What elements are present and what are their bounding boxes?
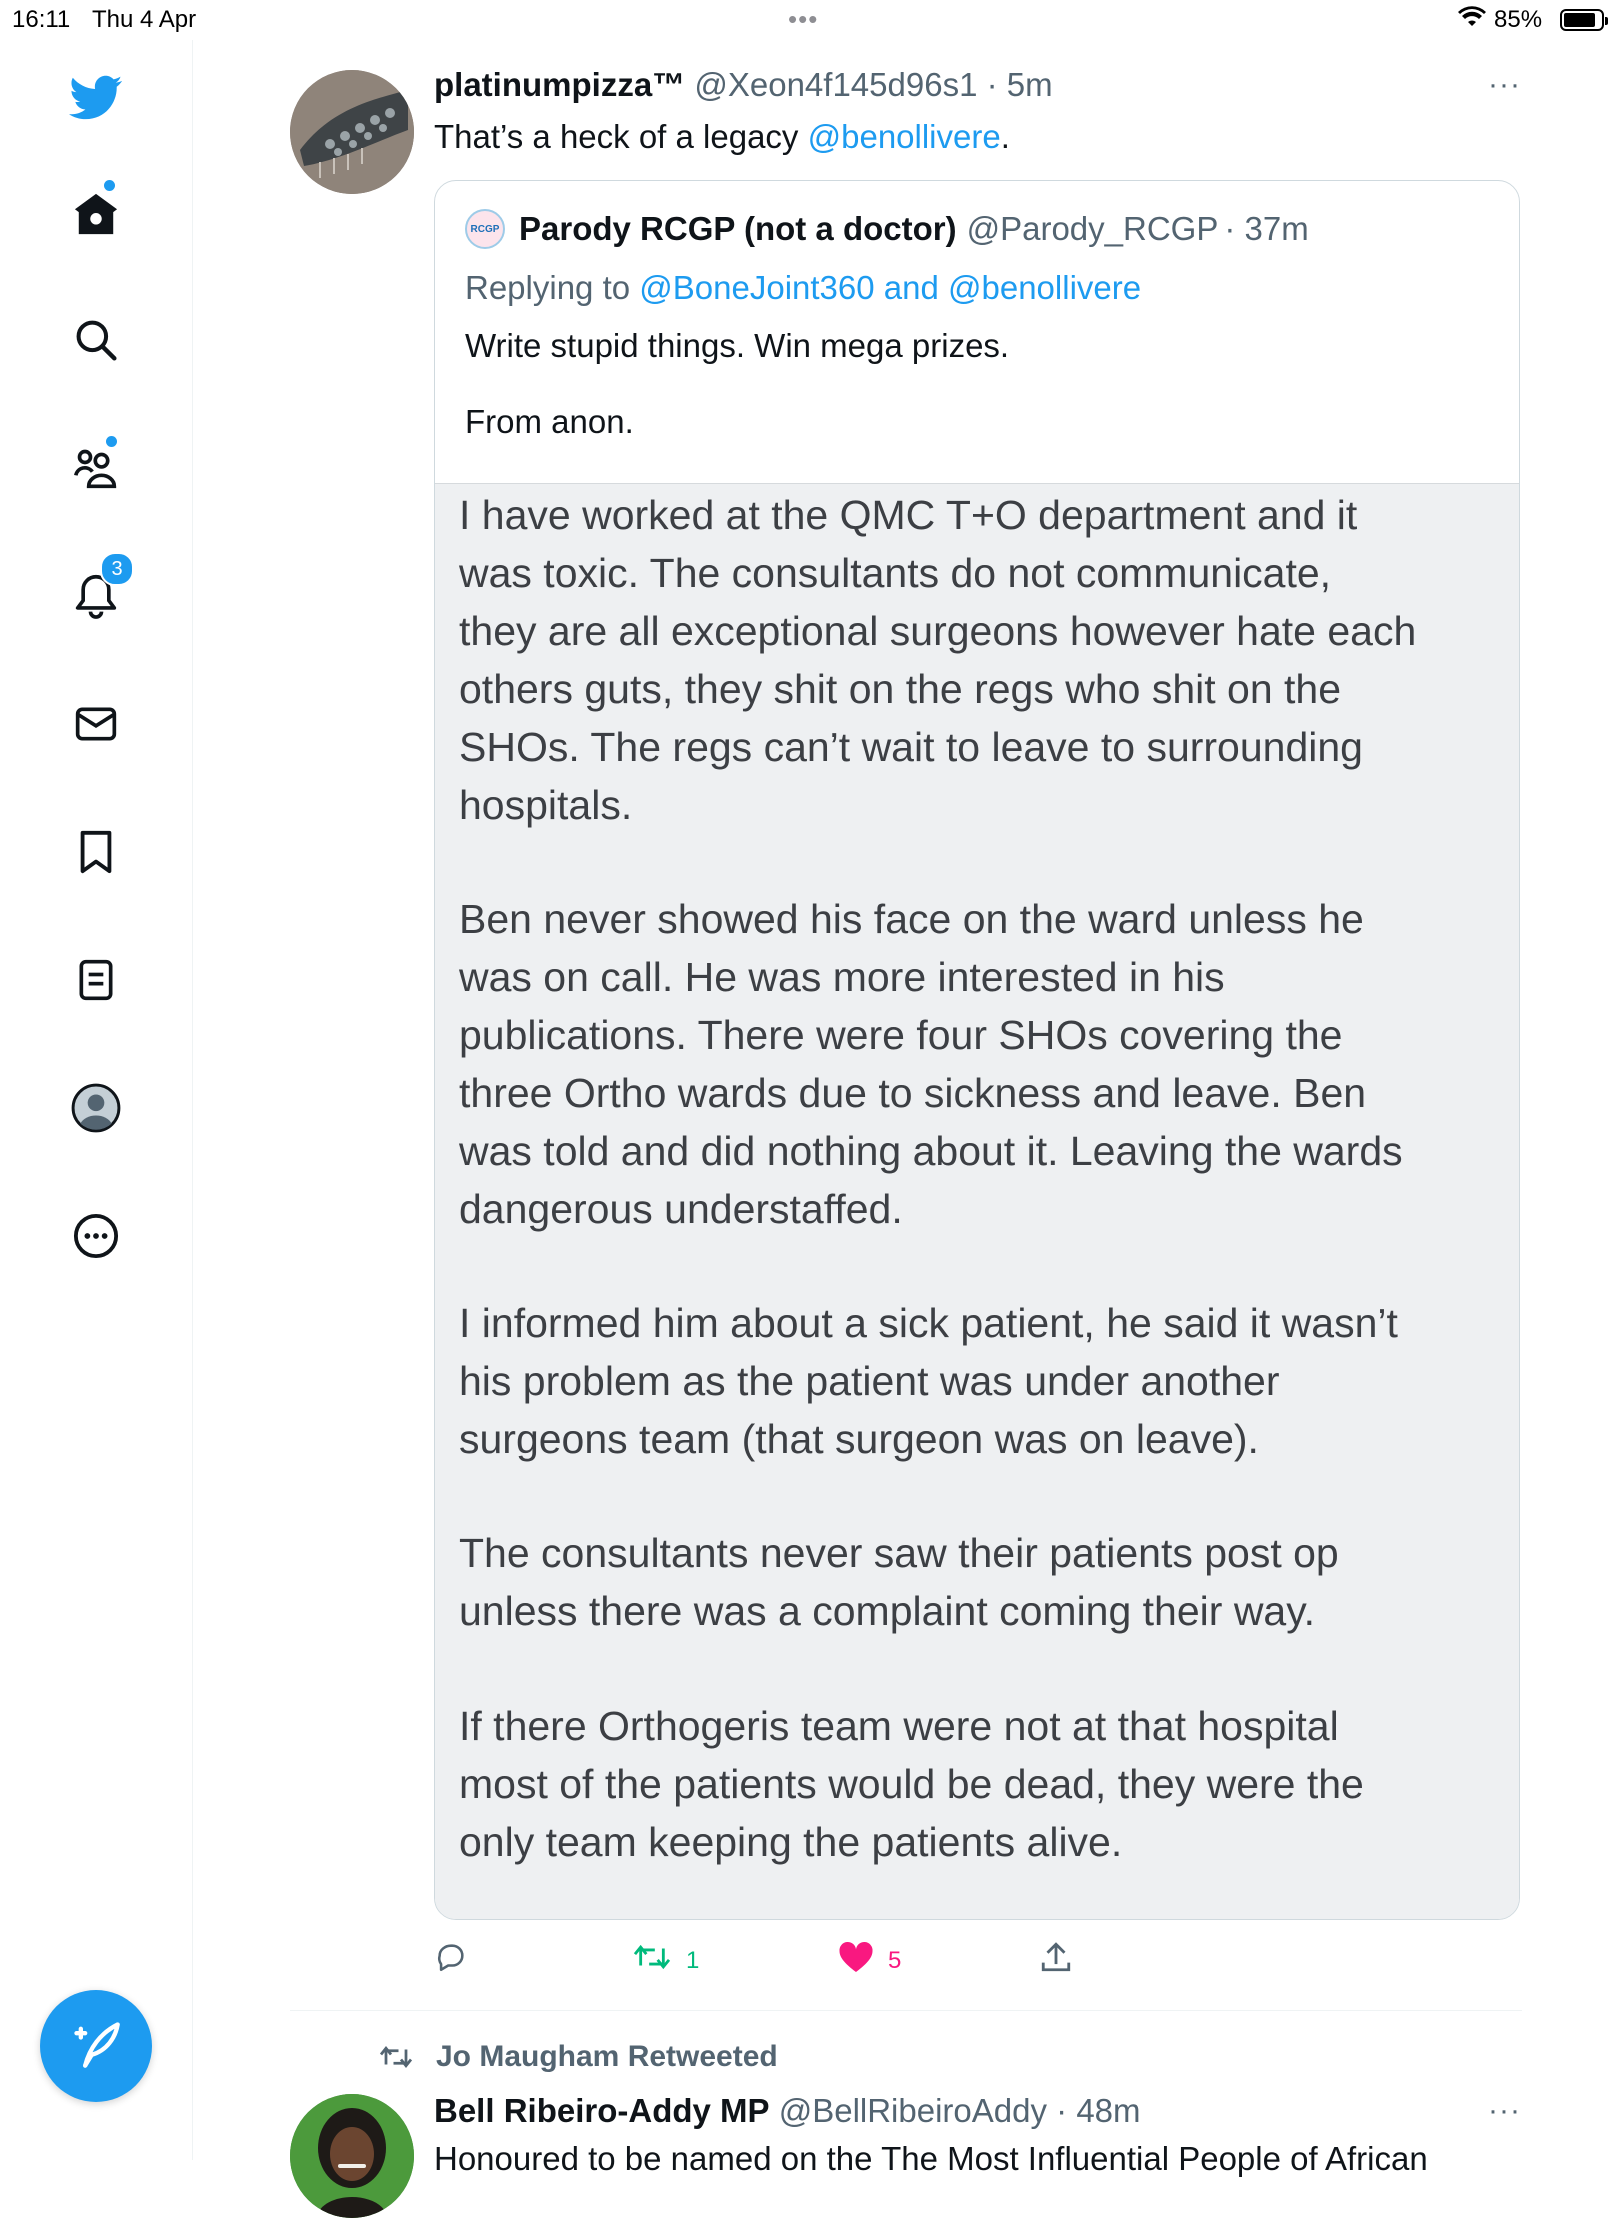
lists-icon [77, 958, 115, 1002]
image-text-line: was toxic. The consultants do not communicate, [459, 550, 1332, 596]
compose-tweet-icon [70, 2018, 122, 2075]
retweet-icon [632, 1940, 672, 1981]
image-text-line: three Ortho wards due to sickness and leave. Ben [459, 1070, 1367, 1116]
image-text-line: publications. There were four SHOs covering the [459, 1012, 1343, 1058]
tweet-author-handle[interactable]: @Xeon4f145d96s1 [694, 66, 978, 103]
like-count: 5 [888, 1946, 902, 1974]
quoted-image[interactable] [435, 483, 1520, 1920]
next-tweet-more-button[interactable]: ··· [1488, 2094, 1521, 2127]
tweet-text [434, 118, 1010, 156]
battery-icon [1560, 9, 1604, 31]
like-button[interactable] [838, 1940, 901, 1981]
retweet-button[interactable] [632, 1940, 699, 1981]
tweet-author-avatar[interactable] [290, 70, 414, 194]
share-button[interactable] [1040, 1940, 1072, 1981]
home-unread-dot [104, 180, 115, 191]
compose-tweet-button[interactable] [40, 1990, 152, 2102]
image-text-line: SHOs. The regs can’t wait to leave to surrounding [459, 724, 1363, 770]
status-date: Thu 4 Apr [92, 6, 197, 33]
nav-home[interactable] [66, 184, 126, 244]
nav-notifications[interactable] [66, 558, 126, 626]
image-text-line: The consultants never saw their patients post op [459, 1530, 1339, 1576]
quoted-author-handle[interactable]: @Parody_RCGP [966, 210, 1219, 247]
replying-to-mentions[interactable]: @BoneJoint360 and @benollivere [639, 269, 1142, 306]
tweet-text-body: That’s a heck of a legacy [434, 118, 808, 155]
image-text-line: dangerous understaffed. [459, 1186, 903, 1232]
sidebar-nav [0, 40, 193, 2160]
quoted-text-line: From anon. [465, 403, 634, 440]
image-text-paragraph [459, 1524, 1499, 1640]
tweet-actions [0, 1938, 1620, 1986]
tweet-divider [290, 2010, 1522, 2011]
tweet-author-name[interactable]: platinumpizza™ [434, 66, 686, 103]
wifi-icon [1458, 6, 1486, 35]
next-tweet-author-name[interactable]: Bell Ribeiro-Addy MP [434, 2092, 770, 2129]
image-text-line: If there Orthogeris team were not at that hospital [459, 1703, 1339, 1749]
retweet-count: 1 [686, 1946, 700, 1974]
image-text-line: I informed him about a sick patient, he said it wasn’t [459, 1300, 1398, 1346]
image-text-line: I have worked at the QMC T+O department and it [459, 492, 1358, 538]
quoted-timestamp[interactable]: · 37m [1224, 210, 1309, 247]
nav-search[interactable] [66, 310, 126, 370]
search-icon [74, 318, 118, 362]
profile-icon [71, 1083, 121, 1133]
next-tweet-timestamp[interactable]: · 48m [1056, 2092, 1141, 2129]
nav-more[interactable] [66, 1206, 126, 1266]
status-bar [0, 0, 1620, 40]
image-text-line: was told and did nothing about it. Leaving the wards [459, 1128, 1403, 1174]
nav-lists[interactable] [66, 950, 126, 1010]
tweet-more-button[interactable]: ··· [1488, 68, 1521, 101]
replying-to-label: Replying to [465, 269, 640, 306]
quoted-author-name[interactable]: Parody RCGP (not a doctor) [519, 210, 957, 247]
image-text-line: they are all exceptional surgeons however hate each [459, 608, 1417, 654]
image-text-line: only team keeping the patients alive. [459, 1819, 1123, 1865]
battery-fill [1564, 13, 1595, 27]
tweet-header [434, 66, 1053, 104]
image-text-line: hospitals. [459, 782, 633, 828]
quoted-tweet[interactable] [434, 180, 1520, 1920]
image-text-line: surgeons team (that surgeon was on leave). [459, 1416, 1259, 1462]
image-text-line: was on call. He was more interested in his [459, 954, 1225, 1000]
nav-communities[interactable] [66, 438, 126, 498]
multitask-dots[interactable]: ••• [788, 4, 819, 34]
image-text-line: his problem as the patient was under another [459, 1358, 1280, 1404]
image-text-paragraph [459, 1697, 1499, 1871]
nav-bookmarks[interactable] [66, 822, 126, 882]
communities-unread-dot [106, 436, 117, 447]
retweeted-by[interactable] [376, 2040, 778, 2074]
next-tweet-author-avatar[interactable] [290, 2094, 414, 2218]
next-tweet-header [434, 2092, 1141, 2130]
status-time: 16:11 [12, 6, 71, 33]
image-text-line: Ben never showed his face on the ward unless he [459, 896, 1364, 942]
image-text-paragraph [459, 486, 1499, 834]
bookmark-icon [78, 829, 114, 875]
reply-button[interactable] [434, 1940, 482, 1981]
image-text-paragraph [459, 890, 1499, 1238]
next-tweet-text: Honoured to be named on the The Most Influential People of African [434, 2140, 1428, 2177]
communities-icon [72, 446, 120, 490]
share-icon [1040, 1940, 1072, 1981]
retweet-icon [376, 2042, 416, 2072]
notifications-badge: 3 [100, 552, 134, 586]
image-text-paragraph [459, 1294, 1499, 1468]
image-text-line: others guts, they shit on the regs who shit on the [459, 666, 1342, 712]
twitter-bird-icon[interactable] [66, 68, 126, 128]
battery-percent: 85% [1494, 6, 1543, 33]
image-text-line: most of the patients would be dead, they were the [459, 1761, 1364, 1807]
messages-icon [74, 704, 118, 744]
heart-icon [838, 1940, 874, 1981]
home-icon [73, 192, 119, 236]
nav-messages[interactable] [66, 694, 126, 754]
quoted-author-avatar[interactable]: RCGP [465, 209, 505, 249]
tweet-text-end: . [1000, 118, 1010, 155]
nav-profile[interactable] [66, 1078, 126, 1138]
image-text-line: unless there was a complaint coming their way. [459, 1588, 1316, 1634]
replying-to [465, 269, 1141, 307]
mention-link[interactable]: @benollivere [807, 118, 1001, 155]
reply-icon [434, 1940, 468, 1981]
more-icon [73, 1213, 119, 1259]
quoted-text-line: Write stupid things. Win mega prizes. [465, 327, 1010, 364]
next-tweet-author-handle[interactable]: @BellRibeiroAddy [778, 2092, 1047, 2129]
retweeted-by-label: Jo Maugham Retweeted [436, 2040, 778, 2073]
quoted-tweet-header [465, 209, 1309, 249]
tweet-timestamp[interactable]: · 5m [986, 66, 1053, 103]
